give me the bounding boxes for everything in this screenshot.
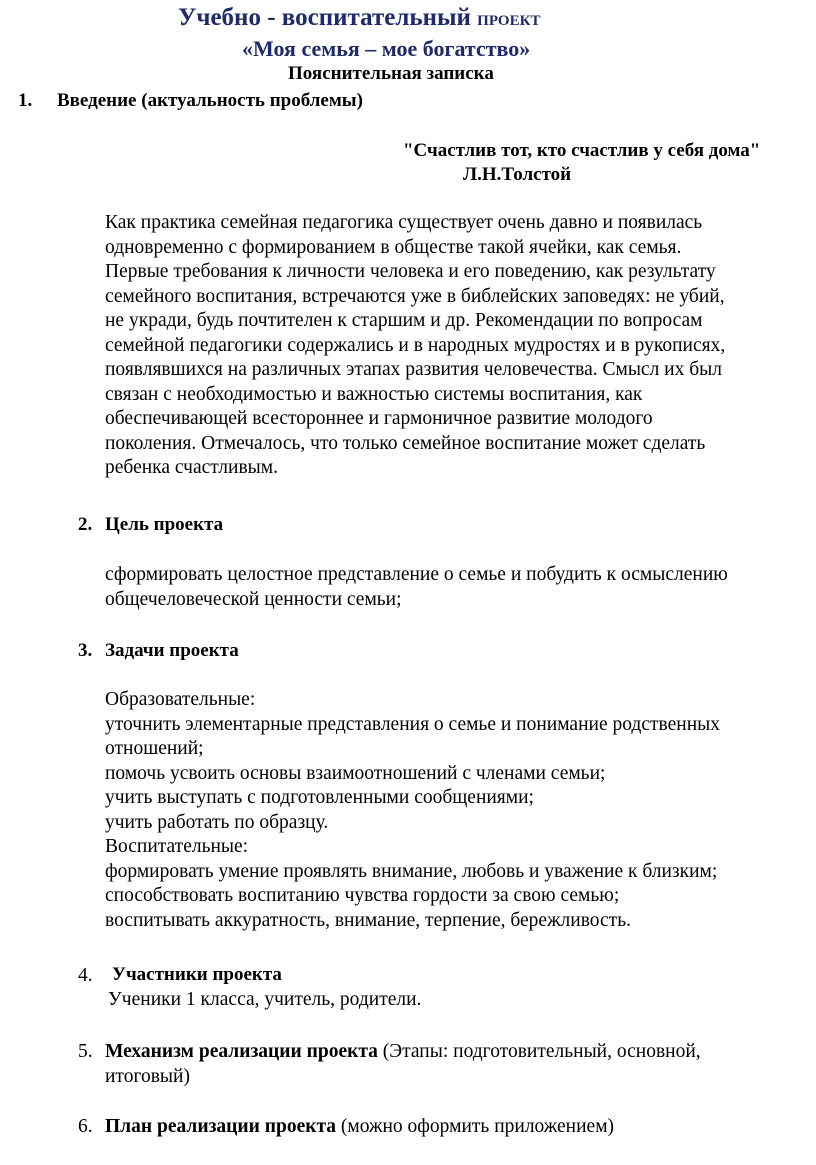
section3-line: Воспитательные: (105, 836, 249, 857)
section2-line: общечеловеческой ценности семьи; (105, 588, 402, 610)
section1-number: 1. (18, 90, 33, 111)
document-subtitle: «Моя семья – мое богатство» (242, 36, 531, 61)
section3-line: учить работать по образцу. (105, 811, 329, 833)
section1-line: ребенка счастливым. (105, 457, 278, 478)
section1-line: семейной педагогики содержались и в народных мудростях и в рукописях, (105, 334, 726, 356)
section1-line: семейного воспитания, встречаются уже в библейских заповедях: не убий, (105, 285, 725, 307)
section1-line: Первые требования к личности человека и его поведению, как результату (105, 261, 716, 282)
section1-line: Как практика семейная педагогика существует очень давно и появилась (105, 212, 703, 233)
section5-line2: итоговый) (105, 1066, 190, 1087)
section1-line: не укради, будь почтителен к старшим и др. Рекомендации по вопросам (105, 310, 703, 331)
section5-line1 (105, 1040, 701, 1065)
section1-line: одновременно с формированием в обществе такой ячейки, как семья. (105, 236, 682, 258)
section3-number: 3. (78, 640, 93, 661)
section2-number: 2. (78, 514, 93, 535)
section2-paragraph (105, 563, 805, 612)
epigraph-quote: "Счастлив тот, кто счастлив у себя дома" (403, 140, 761, 161)
section3-line: помочь усвоить основы взаимоотношений с членами семьи; (105, 762, 606, 784)
section6-heading: План реализации проекта (105, 1116, 337, 1137)
section6-text: (можно оформить приложением) (336, 1116, 615, 1137)
section1-line: обеспечивающей всестороннее и гармоничное развитие молодого (105, 408, 653, 429)
section6-number: 6. (78, 1116, 93, 1137)
section3-line: формировать умение проявлять внимание, любовь и уважение к близким; (105, 860, 718, 882)
section3-line: уточнить элементарные представления о семье и понимание родственных (105, 713, 720, 735)
section6-line (105, 1115, 614, 1140)
document-title-main: Учебно - воспитательный (178, 4, 471, 31)
section5-text: (Этапы: подготовительный, основной, (377, 1041, 701, 1062)
section2-line: сформировать целостное представление о семье и побудить к осмыслению (105, 564, 728, 585)
section3-line: способствовать воспитанию чувства гордости за свою семью; (105, 885, 620, 906)
section1-paragraph (105, 211, 805, 481)
section5-heading: Механизм реализации проекта (105, 1041, 378, 1062)
section3-paragraph (105, 688, 805, 933)
section3-heading: Задачи проекта (105, 640, 239, 661)
section5-number: 5. (78, 1041, 93, 1062)
document-title (178, 4, 540, 32)
epigraph-author: Л.Н.Толстой (463, 164, 572, 185)
section1-line: связан с необходимостью и важностью системы воспитания, как (105, 383, 643, 405)
document-title-small: ПРОЕКТ (477, 13, 541, 29)
section3-line: Образовательные: (105, 689, 256, 710)
section3-line: учить выступать с подготовленными сообщениями; (105, 787, 534, 808)
section3-line: отношений; (105, 738, 204, 759)
section1-heading: Введение (актуальность проблемы) (57, 90, 363, 111)
section1-line: поколения. Отмечалось, что только семейное воспитание может сделать (105, 432, 706, 454)
section4-text: Ученики 1 класса, учитель, родители. (108, 989, 422, 1010)
section2-heading: Цель проекта (105, 514, 224, 535)
section4-number: 4. (78, 965, 93, 986)
section1-line: появлявшихся на различных этапах развития человечества. Смысл их был (105, 359, 722, 380)
note-title: Пояснительная записка (288, 63, 494, 84)
section3-line: воспитывать аккуратность, внимание, терпение, бережливость. (105, 909, 631, 931)
section4-heading: Участники проекта (112, 964, 282, 985)
